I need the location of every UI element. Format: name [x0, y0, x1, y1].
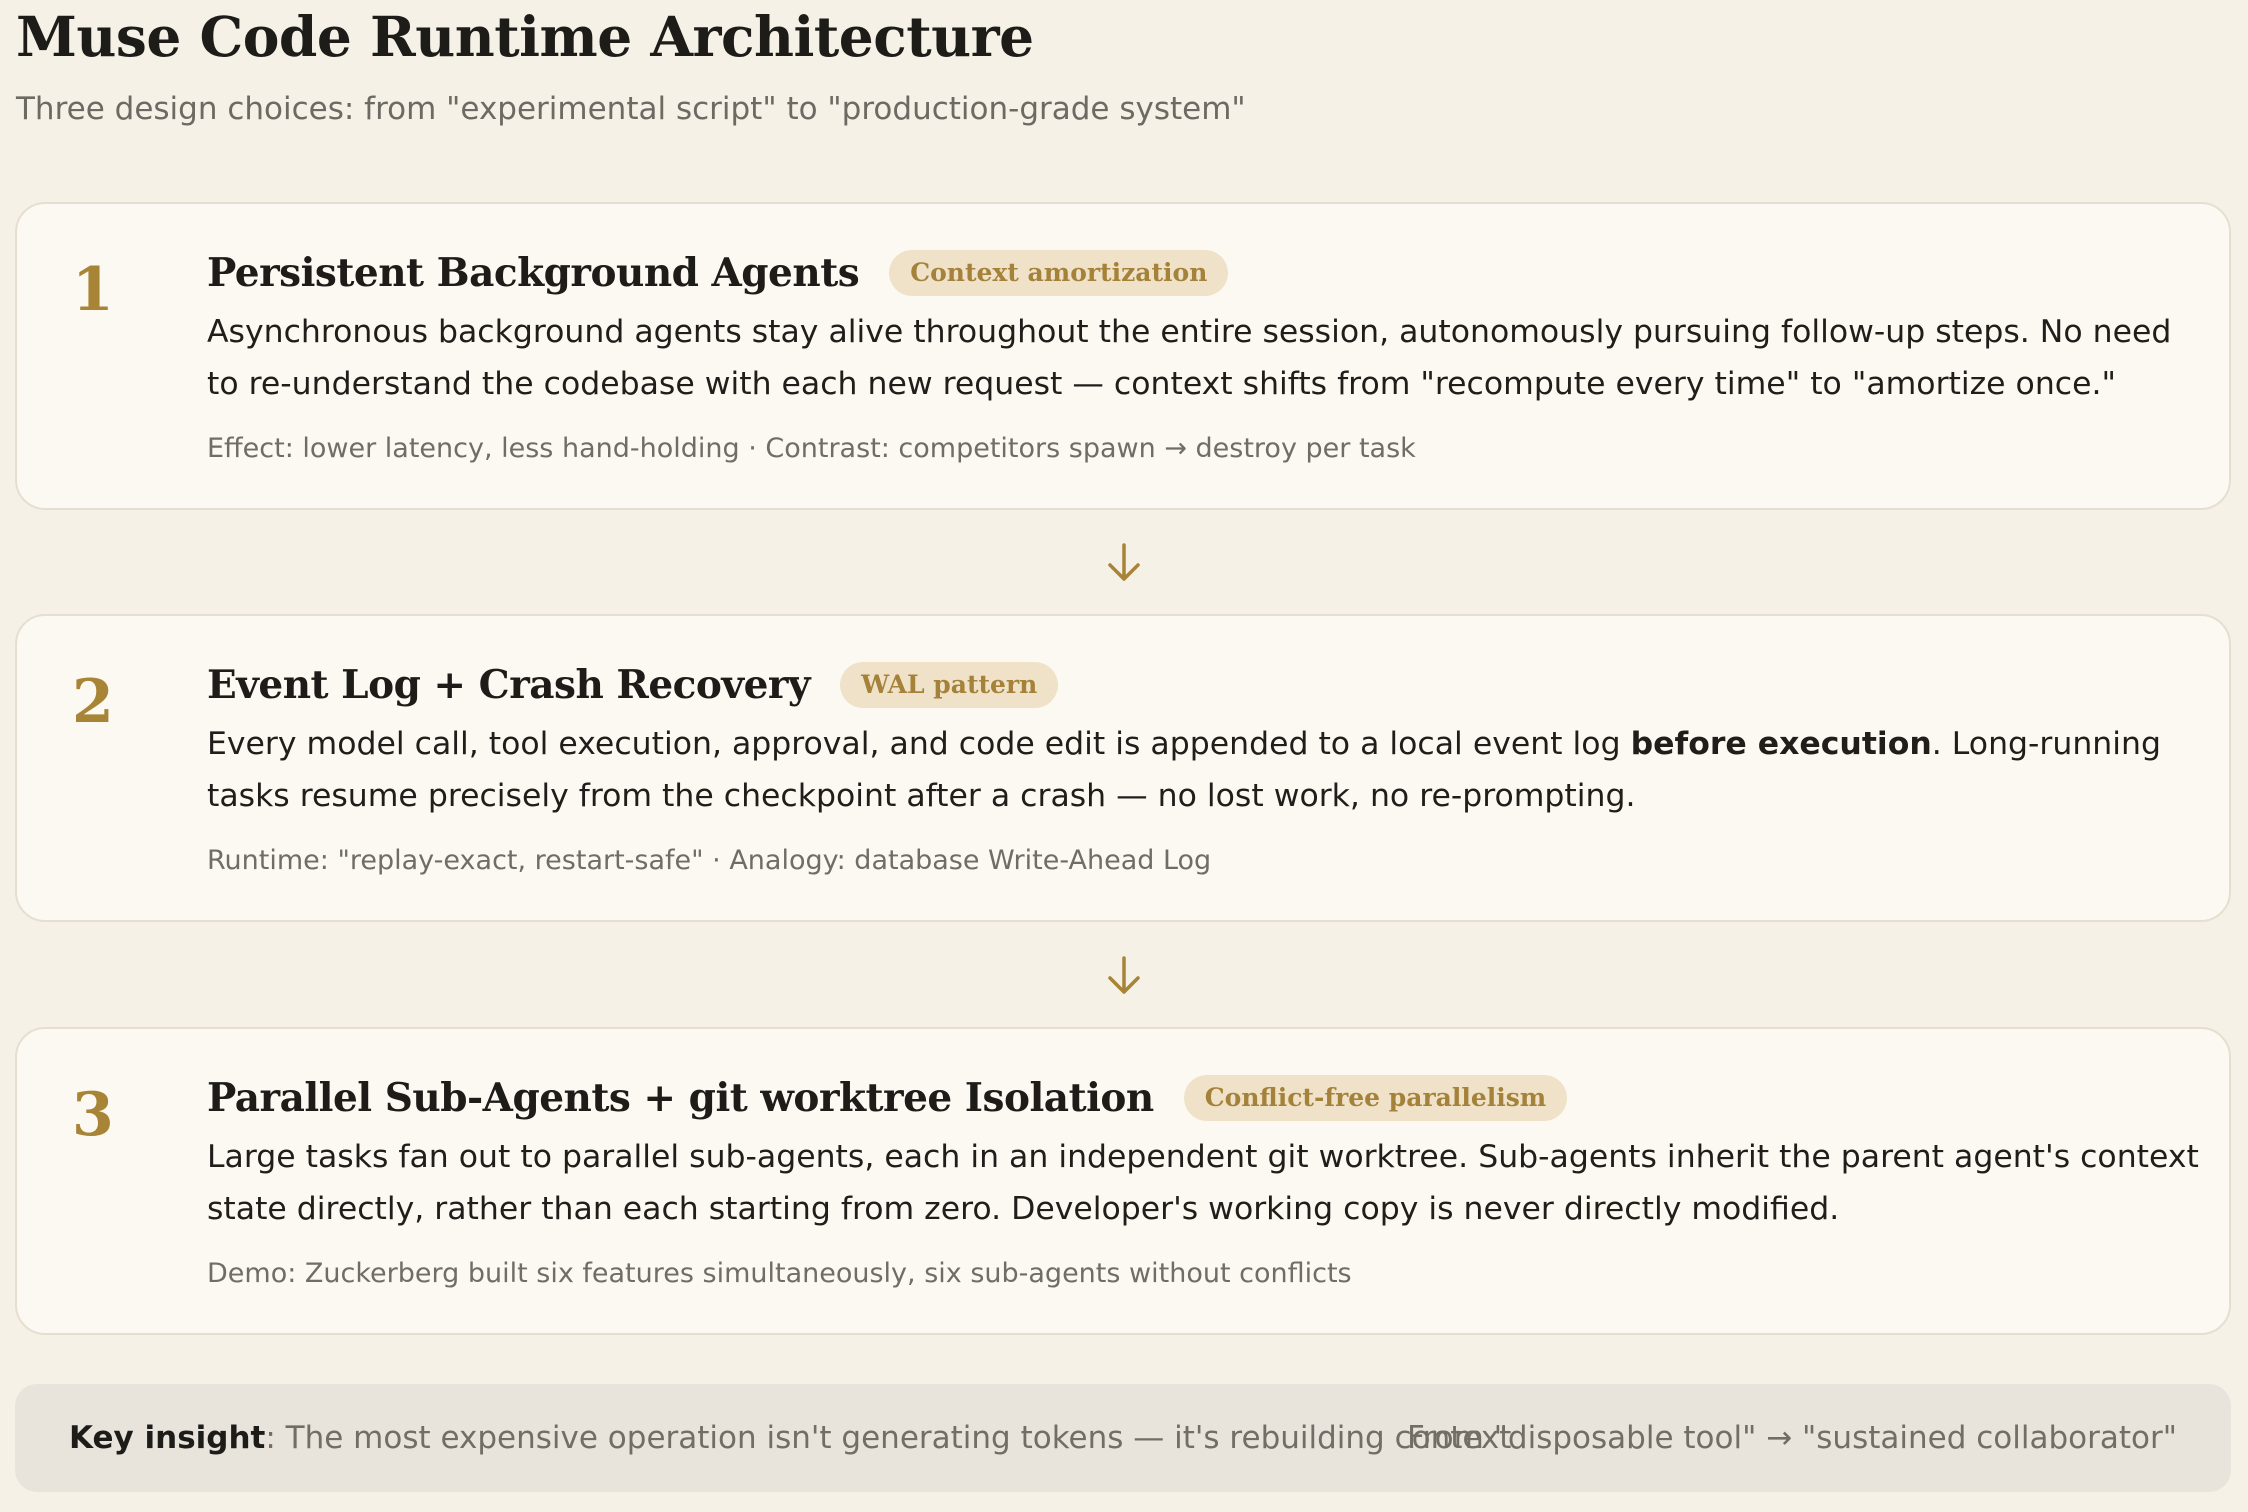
step-description — [207, 718, 2207, 822]
page-subtitle: Three design choices: from "experimental script" to "production-grade system" — [16, 91, 1246, 127]
key-insight-text: : The most expensive operation isn't generating tokens — it's rebuilding context — [265, 1420, 1512, 1456]
key-insight-summary: From "disposable tool" → "sustained collaborator" — [1407, 1420, 2177, 1456]
step-note: Effect: lower latency, less hand-holding · Contrast: competitors spawn → destroy per task — [207, 433, 1416, 464]
step-note: Runtime: "replay-exact, restart-safe" · Analogy: database Write-Ahead Log — [207, 845, 1212, 876]
step-description-text: . Long-running tasks resume precisely from the checkpoint after a crash — no lost work, no re-prompting. — [207, 726, 2161, 814]
arrow-down-icon — [1102, 541, 1146, 585]
step-number: 1 — [72, 255, 114, 325]
step-heading — [207, 658, 1058, 712]
step-note: Demo: Zuckerberg built six features simultaneously, six sub-agents without conflicts — [207, 1258, 1352, 1289]
step-number: 3 — [72, 1080, 114, 1150]
arrow-down-icon — [1102, 954, 1146, 998]
step-title: Parallel Sub-Agents + git worktree Isolation — [207, 1075, 1154, 1121]
step-number: 2 — [72, 667, 114, 737]
step-description-text: Every model call, tool execution, approval, and code edit is appended to a local event log — [207, 726, 1631, 762]
step-heading — [207, 1071, 1567, 1125]
step-description: Asynchronous background agents stay alive throughout the entire session, autonomously pursuing follow-up steps. No need to re-understand the codebase with each new request — context shifts from "recompute every time" to "amortize once." — [207, 314, 2172, 402]
step-card-parallel-subagents — [15, 1027, 2231, 1335]
step-title: Event Log + Crash Recovery — [207, 662, 811, 708]
step-description: Large tasks fan out to parallel sub-agents, each in an independent git worktree. Sub-agents inherit the parent agent's context state directly, rather than each starting from zero. Developer's working copy is never directly modified. — [207, 1139, 2199, 1227]
step-tag: WAL pattern — [840, 662, 1058, 708]
step-card-event-log — [15, 614, 2231, 922]
step-heading — [207, 246, 1228, 300]
step-tag: Conflict-free parallelism — [1184, 1075, 1567, 1121]
key-insight — [69, 1417, 1511, 1459]
page-title: Muse Code Runtime Architecture — [16, 4, 1034, 69]
step-description-emphasis: before execution — [1630, 726, 1932, 762]
step-tag: Context amortization — [889, 250, 1228, 296]
step-title: Persistent Background Agents — [207, 250, 860, 296]
key-insight-label: Key insight — [69, 1420, 266, 1456]
key-insight-bar — [15, 1384, 2231, 1492]
step-card-persistent-agents — [15, 202, 2231, 510]
